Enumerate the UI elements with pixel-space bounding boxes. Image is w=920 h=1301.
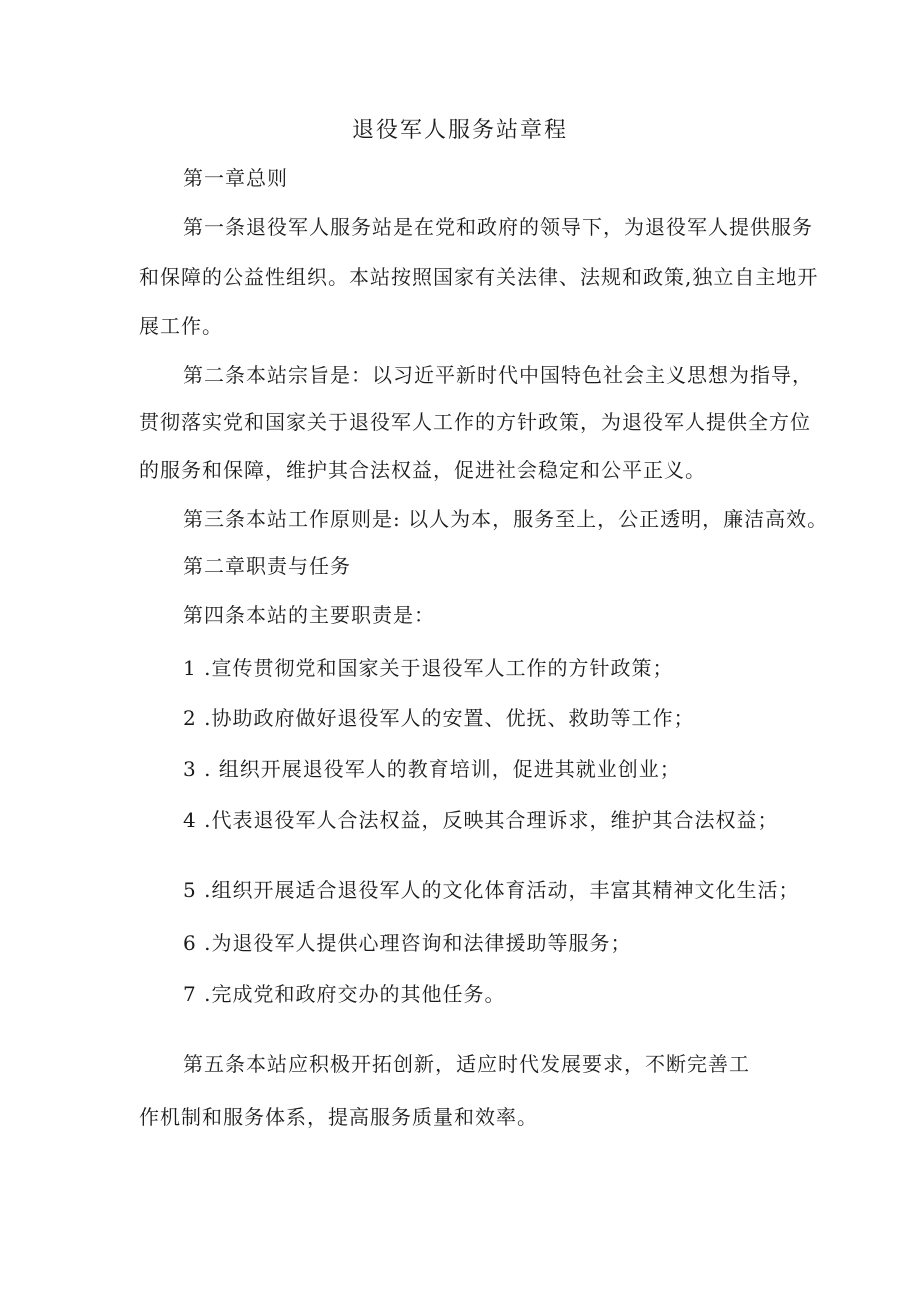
duty-item-7: 7 .完成党和政府交办的其他任务。	[183, 982, 506, 1006]
chapter-heading-2: 第二章职责与任务	[183, 554, 351, 578]
article2-line1: 第二条本站宗旨是：以习近平新时代中国特色社会主义思想为指导，	[183, 363, 813, 387]
page-title: 退役军人服务站章程	[351, 118, 568, 143]
article5-line2: 作机制和服务体系，提高服务质量和效率。	[139, 1105, 538, 1129]
chapter-heading-1: 第一章总则	[183, 166, 288, 190]
duty-item-2: 2 .协助政府做好退役军人的安置、优抚、救助等工作；	[183, 706, 695, 730]
article3: 第三条本站工作原则是: 以人为本，服务至上，公正透明，廉洁高效。	[183, 507, 829, 531]
duty-item-3: 3 . 组织开展退役军人的教育培训，促进其就业创业；	[183, 757, 681, 781]
duty-item-4: 4 .代表退役军人合法权益，反映其合理诉求，维护其合法权益；	[183, 808, 779, 832]
article4: 第四条本站的主要职责是：	[183, 603, 435, 627]
duty-item-1: 1 .宣传贯彻党和国家关于退役军人工作的方针政策；	[183, 656, 674, 680]
article2-line2: 贯彻落实党和国家关于退役军人工作的方针政策，为退役军人提供全方位	[139, 410, 811, 434]
article2-line3: 的服务和保障，维护其合法权益，促进社会稳定和公平正义。	[139, 458, 706, 482]
duty-item-5: 5 .组织开展适合退役军人的文化体育活动，丰富其精神文化生活；	[183, 878, 800, 902]
article1-line2: 和保障的公益性组织。本站按照国家有关法律、法规和政策,独立自主地开	[139, 265, 819, 289]
article1-line3: 展工作。	[139, 314, 223, 338]
article1-line1: 第一条退役军人服务站是在党和政府的领导下，为退役军人提供服务	[183, 215, 813, 239]
duty-item-6: 6 .为退役军人提供心理咨询和法律援助等服务；	[183, 931, 632, 955]
article5-line1: 第五条本站应积极开拓创新，适应时代发展要求，不断完善工	[183, 1052, 750, 1076]
